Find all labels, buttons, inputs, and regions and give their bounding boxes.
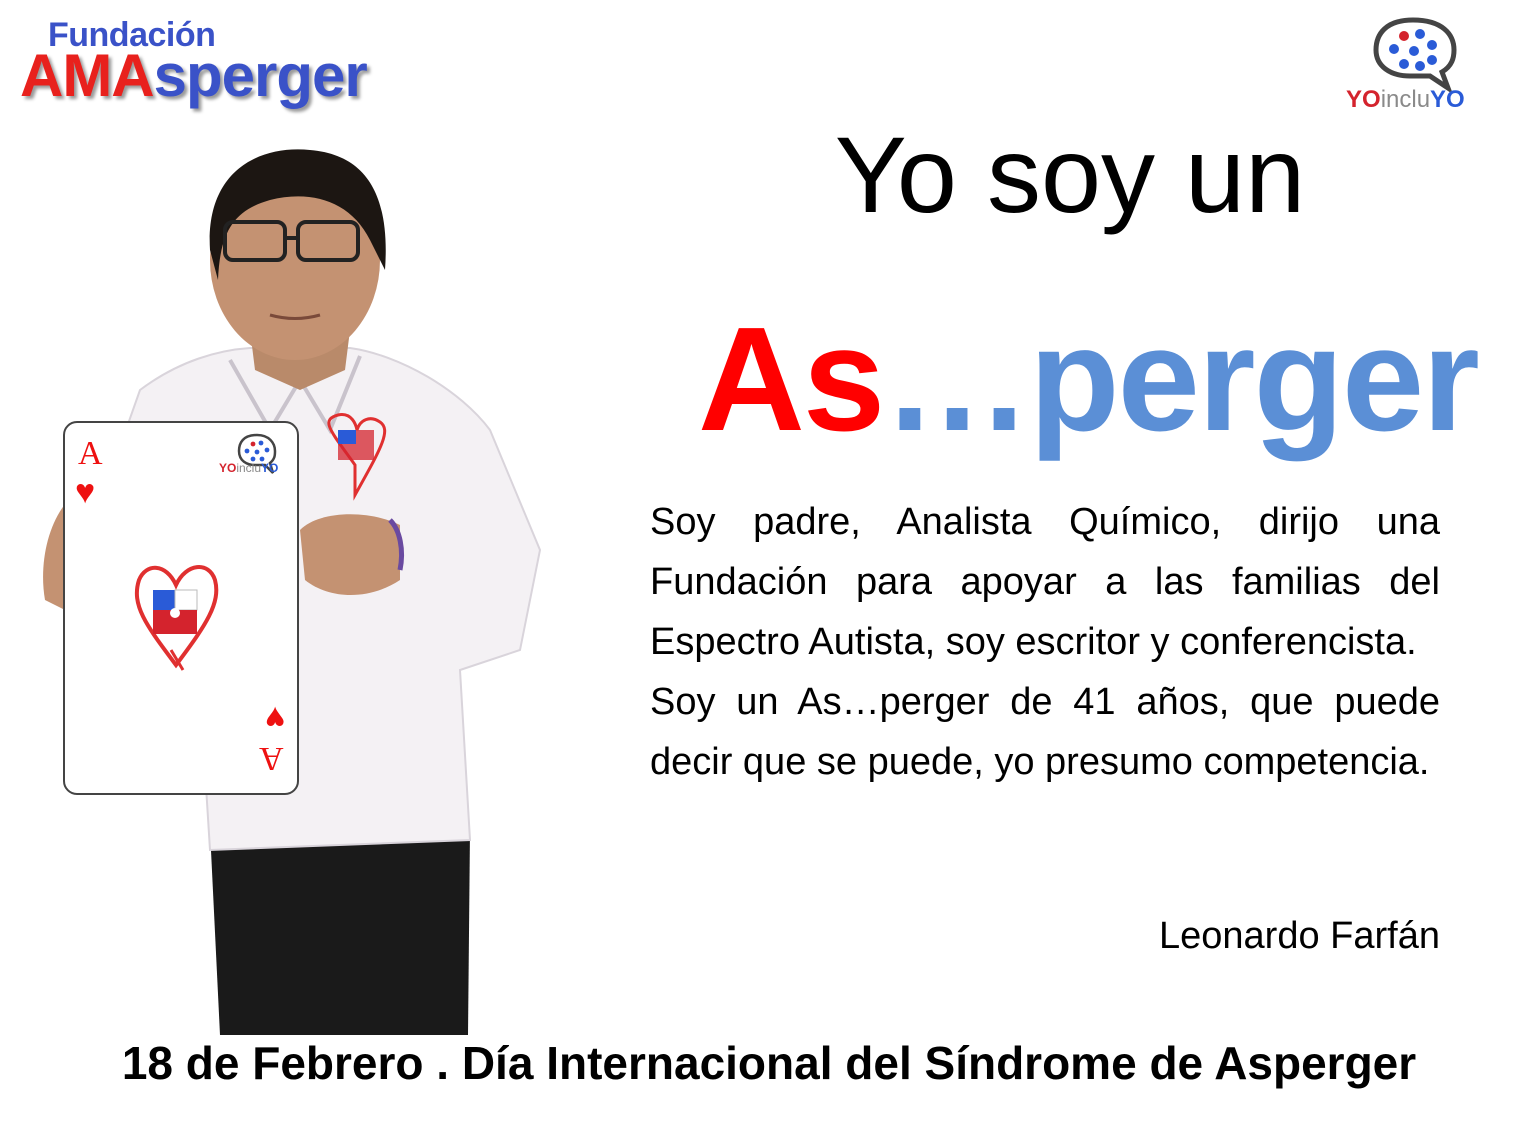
logo-sperger-part: sperger — [153, 42, 367, 109]
bio-paragraph-2: Soy un As…perger de 41 años, que puede decir que se puede, yo presumo competencia. — [650, 681, 1440, 783]
yoincluyo-wordmark: YOincluYO — [1346, 86, 1465, 113]
headline-asperger — [698, 297, 1478, 462]
heart-icon: ♥ — [264, 699, 285, 737]
card-rank-top: A — [78, 435, 103, 472]
signature: Leonardo Farfán — [1159, 915, 1440, 957]
logo-amasperger — [20, 42, 367, 109]
speech-bubble-icon — [1338, 12, 1488, 92]
headline-as: As — [698, 297, 884, 462]
headline-line1: Yo soy un — [834, 114, 1306, 235]
headline-perger: perger — [1029, 297, 1478, 462]
footer-date-text: 18 de Febrero . Día Internacional del Síndrome de Asperger — [121, 1037, 1417, 1089]
logo-fundacion-text: Fundación — [48, 16, 216, 54]
card-rank-bottom: A — [259, 740, 284, 777]
logo-ama-part: AMA — [20, 42, 154, 109]
bio-paragraph — [650, 492, 1440, 792]
bio-paragraph-1: Soy padre, Analista Químico, dirijo una Fundación para apoyar a las familias del Espectro Autista, soy escritor y conferencista. — [650, 501, 1440, 663]
card-yoincluyo-wordmark: YOincluYO — [219, 461, 279, 475]
headline-dots: … — [883, 297, 1030, 462]
puzzle-heart-icon — [131, 555, 221, 675]
yoincluyo-logo — [1338, 12, 1488, 112]
ace-of-hearts-card — [63, 421, 299, 795]
heart-icon: ♥ — [75, 473, 96, 511]
